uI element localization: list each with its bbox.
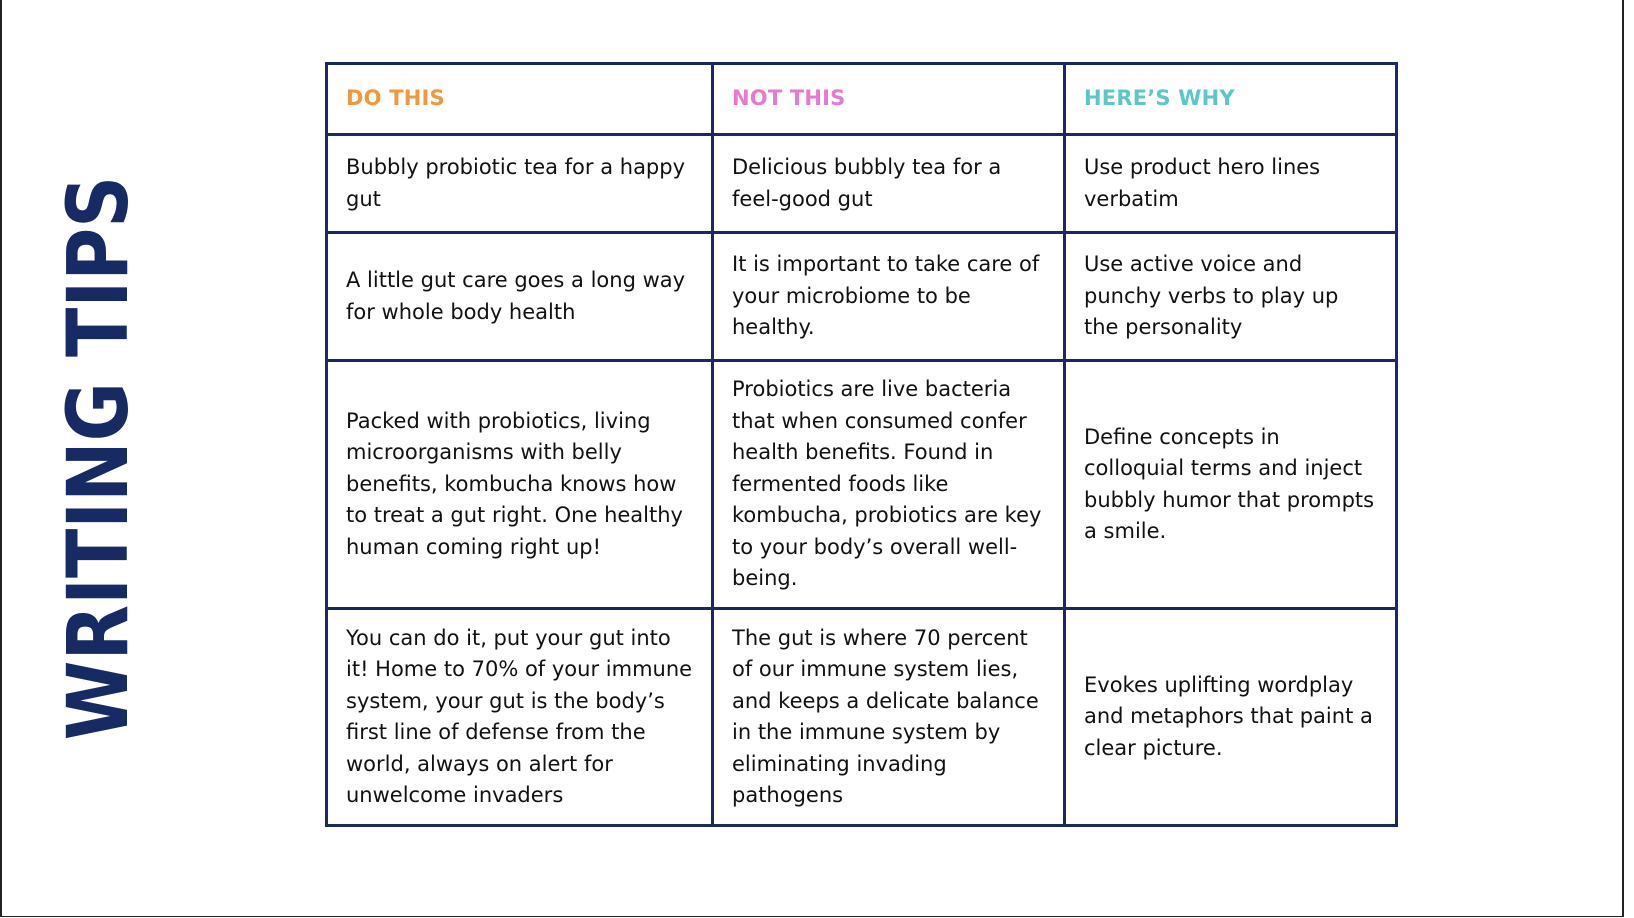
writing-tips-table bbox=[325, 62, 1398, 827]
heres-why-cell: Use product hero lines verbatim bbox=[1065, 135, 1397, 233]
table-row bbox=[327, 135, 1397, 233]
not-this-cell: Delicious bubbly tea for a feel-good gut bbox=[713, 135, 1065, 233]
header-row bbox=[327, 64, 1397, 135]
header-heres-why: HERE’S WHY bbox=[1065, 64, 1397, 135]
do-this-cell: You can do it, put your gut into it! Home to 70% of your immune system, your gut is the body’s first line of defense from the world, always on alert for unwelcome invaders bbox=[327, 609, 713, 826]
side-title bbox=[49, 130, 147, 786]
not-this-cell: Probiotics are live bacteria that when consumed confer health benefits. Found in fermented foods like kombucha, probiotics are key to your body’s overall well-being. bbox=[713, 361, 1065, 609]
header-not-this: NOT THIS bbox=[713, 64, 1065, 135]
header-do-this: DO THIS bbox=[327, 64, 713, 135]
do-this-cell: A little gut care goes a long way for whole body health bbox=[327, 233, 713, 361]
not-this-cell: The gut is where 70 percent of our immune system lies, and keeps a delicate balance in the immune system by eliminating invading pathogens bbox=[713, 609, 1065, 826]
table-row bbox=[327, 233, 1397, 361]
heres-why-cell: Define concepts in colloquial terms and inject bubbly humor that prompts a smile. bbox=[1065, 361, 1397, 609]
do-this-cell: Packed with probiotics, living microorganisms with belly benefits, kombucha knows how to treat a gut right. One healthy human coming right up! bbox=[327, 361, 713, 609]
heres-why-cell: Use active voice and punchy verbs to play up the personality bbox=[1065, 233, 1397, 361]
not-this-cell: It is important to take care of your microbiome to be healthy. bbox=[713, 233, 1065, 361]
heres-why-cell: Evokes uplifting wordplay and metaphors that paint a clear picture. bbox=[1065, 609, 1397, 826]
table-row bbox=[327, 361, 1397, 609]
do-this-cell: Bubbly probiotic tea for a happy gut bbox=[327, 135, 713, 233]
side-title-text: WRITING TIPS bbox=[49, 175, 147, 741]
table-row bbox=[327, 609, 1397, 826]
